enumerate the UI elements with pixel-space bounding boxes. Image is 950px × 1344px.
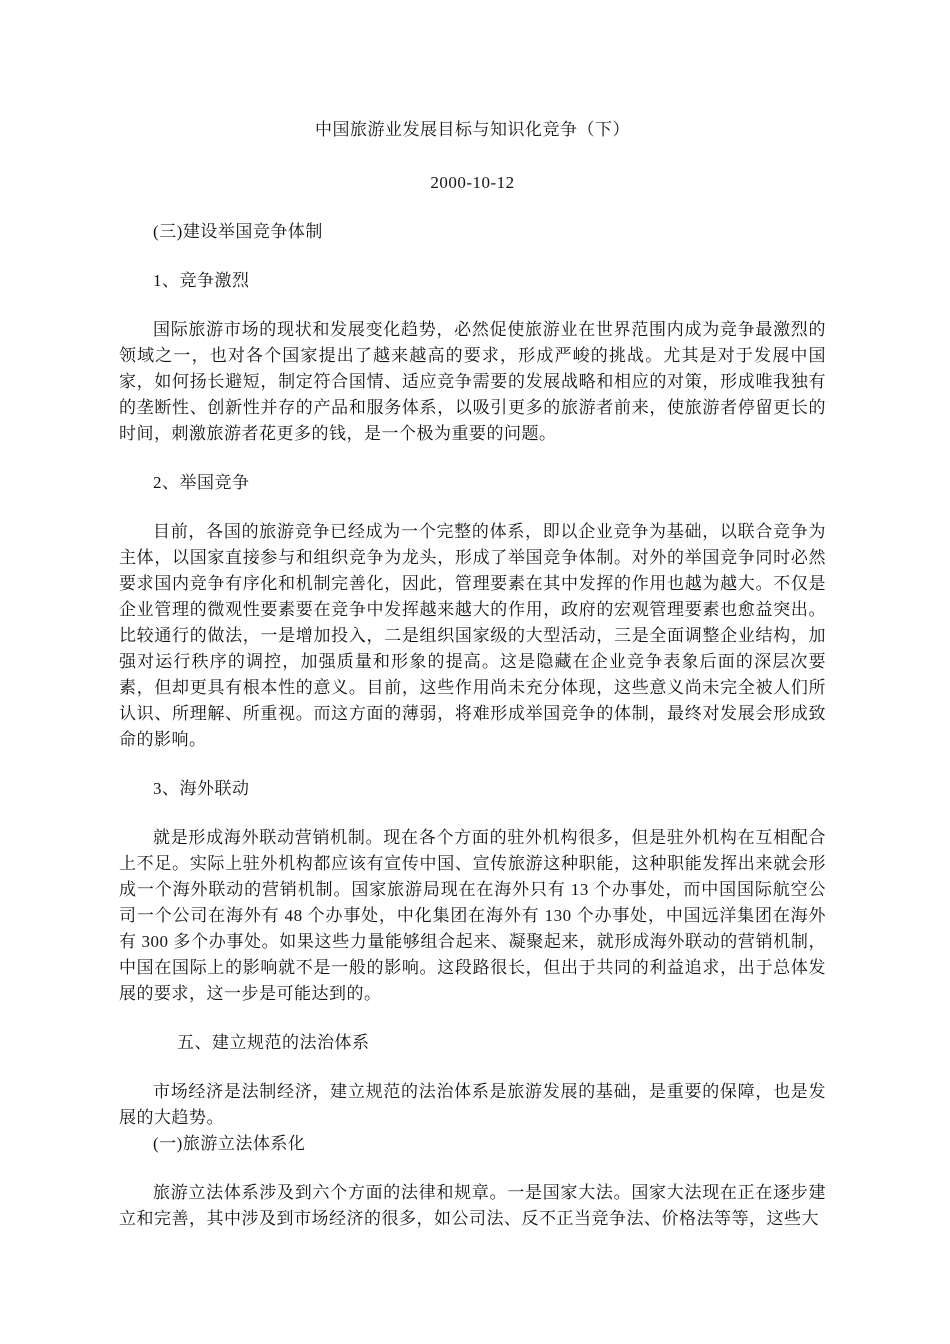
paragraph-fierce-competition: 国际旅游市场的现状和发展变化趋势，必然促使旅游业在世界范围内成为竞争最激烈的领域之一，也对各个国家提出了越来越高的要求，形成严峻的挑战。尤其是对于发展中国家，如何扬长避短，制定符合国情、适应竞争需要的发展战略和相应的对策，形成唯我独有的垄断性、创新性并存的产品和服务体系，以吸引更多的旅游者前来，使旅游者停留更长的时间，刺激旅游者花更多的钱，是一个极为重要的问题。 [119, 320, 826, 443]
paragraph-overseas-linkage: 就是形成海外联动营销机制。现在各个方面的驻外机构很多，但是驻外机构在互相配合上不足。实际上驻外机构都应该有宣传中国、宣传旅游这种职能，这种职能发挥出来就会形成一个海外联动的营销机制。国家旅游局现在在海外只有 13 个办事处，而中国国际航空公司一个公司在海外有 48 个办事处，中化集团在海外有 130 个办事处，中国远洋集团在海外有 300 多个办事处。如果这些力量能够组合起来、凝聚起来，就形成海外联动的营销机制，中国在国际上的影响就不是一般的影响。这段路很长，但出于共同的利益追求，出于总体发展的要求，这一步是可能达到的。 [119, 828, 826, 1003]
paragraph-national-competition: 目前，各国的旅游竞争已经成为一个完整的体系，即以企业竞争为基础，以联合竞争为主体，以国家直接参与和组织竞争为龙头，形成了举国竞争体制。对外的举国竞争同时必然要求国内竞争有序化和机制完善化，因此，管理要素在其中发挥的作用也越为越大。不仅是企业管理的微观性要素要在竞争中发挥越来越大的作用，政府的宏观管理要素也愈益突出。比较通行的做法，一是增加投入，二是组织国家级的大型活动，三是全面调整企业结构，加强对运行秩序的调控，加强质量和形象的提高。这是隐藏在企业竞争表象后面的深层次要素，但却更具有根本性的意义。目前，这些作用尚未充分体现，这些意义尚未完全被人们所认识、所理解、所重视。而这方面的薄弱，将难形成举国竞争的体制，最终对发展会形成致命的影响。 [119, 522, 826, 749]
subsection-heading-1-tourism-legislation: (一)旅游立法体系化 [153, 1134, 306, 1153]
subsection-heading-3-overseas-linkage: 3、海外联动 [153, 779, 250, 798]
subsection-heading-2-national-competition: 2、举国竞争 [153, 473, 250, 492]
document-date: 2000-10-12 [430, 173, 515, 192]
subsection-heading-1-fierce-competition: 1、竞争激烈 [153, 271, 250, 290]
section-heading-3-build-national-competition: (三)建设举国竞争体制 [153, 222, 323, 241]
section-heading-5-legal-system: 五、建立规范的法治体系 [177, 1033, 370, 1052]
paragraph-market-economy-law: 市场经济是法制经济，建立规范的法治体系是旅游发展的基础，是重要的保障，也是发展的大趋势。 [119, 1082, 826, 1127]
paragraph-tourism-legislation: 旅游立法体系涉及到六个方面的法律和规章。一是国家大法。国家大法现在正在逐步建立和完善，其中涉及到市场经济的很多，如公司法、反不正当竞争法、价格法等等，这些大 [119, 1183, 826, 1228]
document-title: 中国旅游业发展目标与知识化竞争（下） [315, 120, 630, 139]
